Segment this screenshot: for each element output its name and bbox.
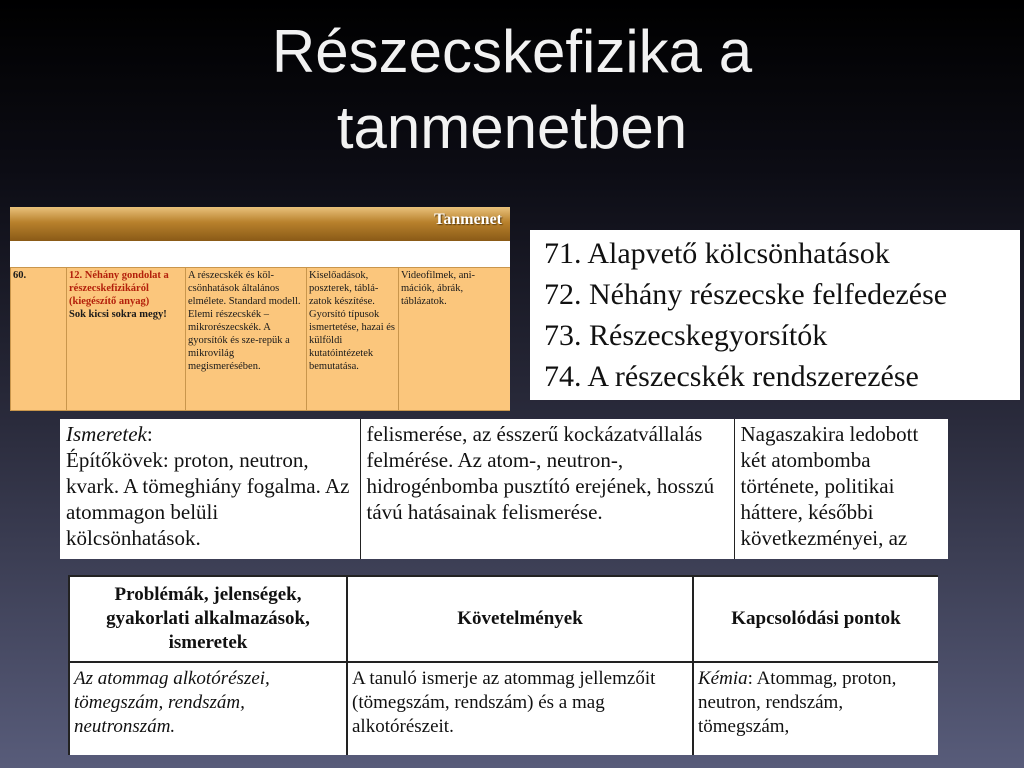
header-connections: Kapcsolódási pontok [693,576,938,662]
tanmenet-topic-title: 12. Néhány gondolat a részecskefizikáról (kiegészítő anyag) [69,270,169,307]
tanmenet-header-label: Tanmenet [434,211,502,228]
tanmenet-media-cell: Videofilmek, ani-mációk, ábrák, táblázatok. [399,268,511,411]
tanmenet-topic-cell [67,268,186,411]
ismeretek-label-colon: : [146,422,153,446]
tanmenet-lesson-number [11,268,67,411]
connections-text: : Atommag, proton, neutron, rendszám, tömegszám, [698,668,897,737]
lesson-list-item: 73. Részecskegyorsítók [544,319,828,352]
connections-label: Kémia [698,668,748,689]
tanmenet-activities-cell: Kiselőadások, poszterek, táblá-zatok készítése. Gyorsító típusok ismertetése, hazai és külföldi kutatóintézetek bemutatása. [307,268,399,411]
problems-cell: Az atommag alkotórészei, tömegszám, rendszám, neutronszám. [69,662,347,755]
slide-title [0,14,1024,166]
requirements-table [68,575,938,755]
ismeretek-col2: felismerése, az ésszerű kockázatvállalás felmérése. Az atom-, neutron-, hidrogénbomba pusztító erejének, hosszú távú hatásainak felismerése. [360,419,734,559]
ismeretek-table [60,419,948,559]
lesson-list [530,230,1020,400]
lesson-list-item: 71. Alapvető kölcsönhatások [544,237,890,270]
lesson-number: 60. [13,270,27,281]
tanmenet-content-cell: A részecskék és köl-csönhatások általános elmélete. Standard modell. Elemi részecskék – mikrorészecskék. A gyorsítók és sze-repük a mikrovilág megismerésében. [186,268,307,411]
connections-cell [693,662,938,755]
slide-title-line1: Részecskefizika a [271,18,753,85]
requirements-excerpt [68,575,938,755]
tanmenet-header-bar [10,207,510,241]
ismeretek-col1 [60,419,360,559]
tanmenet-table [10,267,510,411]
ismeretek-excerpt [60,419,948,559]
ismeretek-col3: Nagaszakira ledobott két atombomba története, politikai háttere, későbbi következményei, az [740,422,919,550]
slide-title-line2: tanmenetben [336,94,688,161]
requirements-cell: A tanuló ismerje az atommag jellemzőit (tömegszám, rendszám) és a mag alkotórészeit. [347,662,693,755]
ismeretek-col1-text: Építőkövek: proton, neutron, kvark. A tömeghiány fogalma. Az atommagon belüli kölcsönhatások. [66,448,350,550]
tanmenet-excerpt [10,207,510,411]
header-problems: Problémák, jelenségek, gyakorlati alkalmazások, ismeretek [69,576,347,662]
lesson-list-item: 72. Néhány részecske felfedezése [544,278,948,311]
lesson-list-item: 74. A részecskék rendszerezése [544,360,919,393]
tanmenet-topic-motto: Sok kicsi sokra megy! [69,309,167,320]
tanmenet-row [11,268,511,411]
header-requirements: Követelmények [347,576,693,662]
ismeretek-label: Ismeretek [66,422,147,446]
